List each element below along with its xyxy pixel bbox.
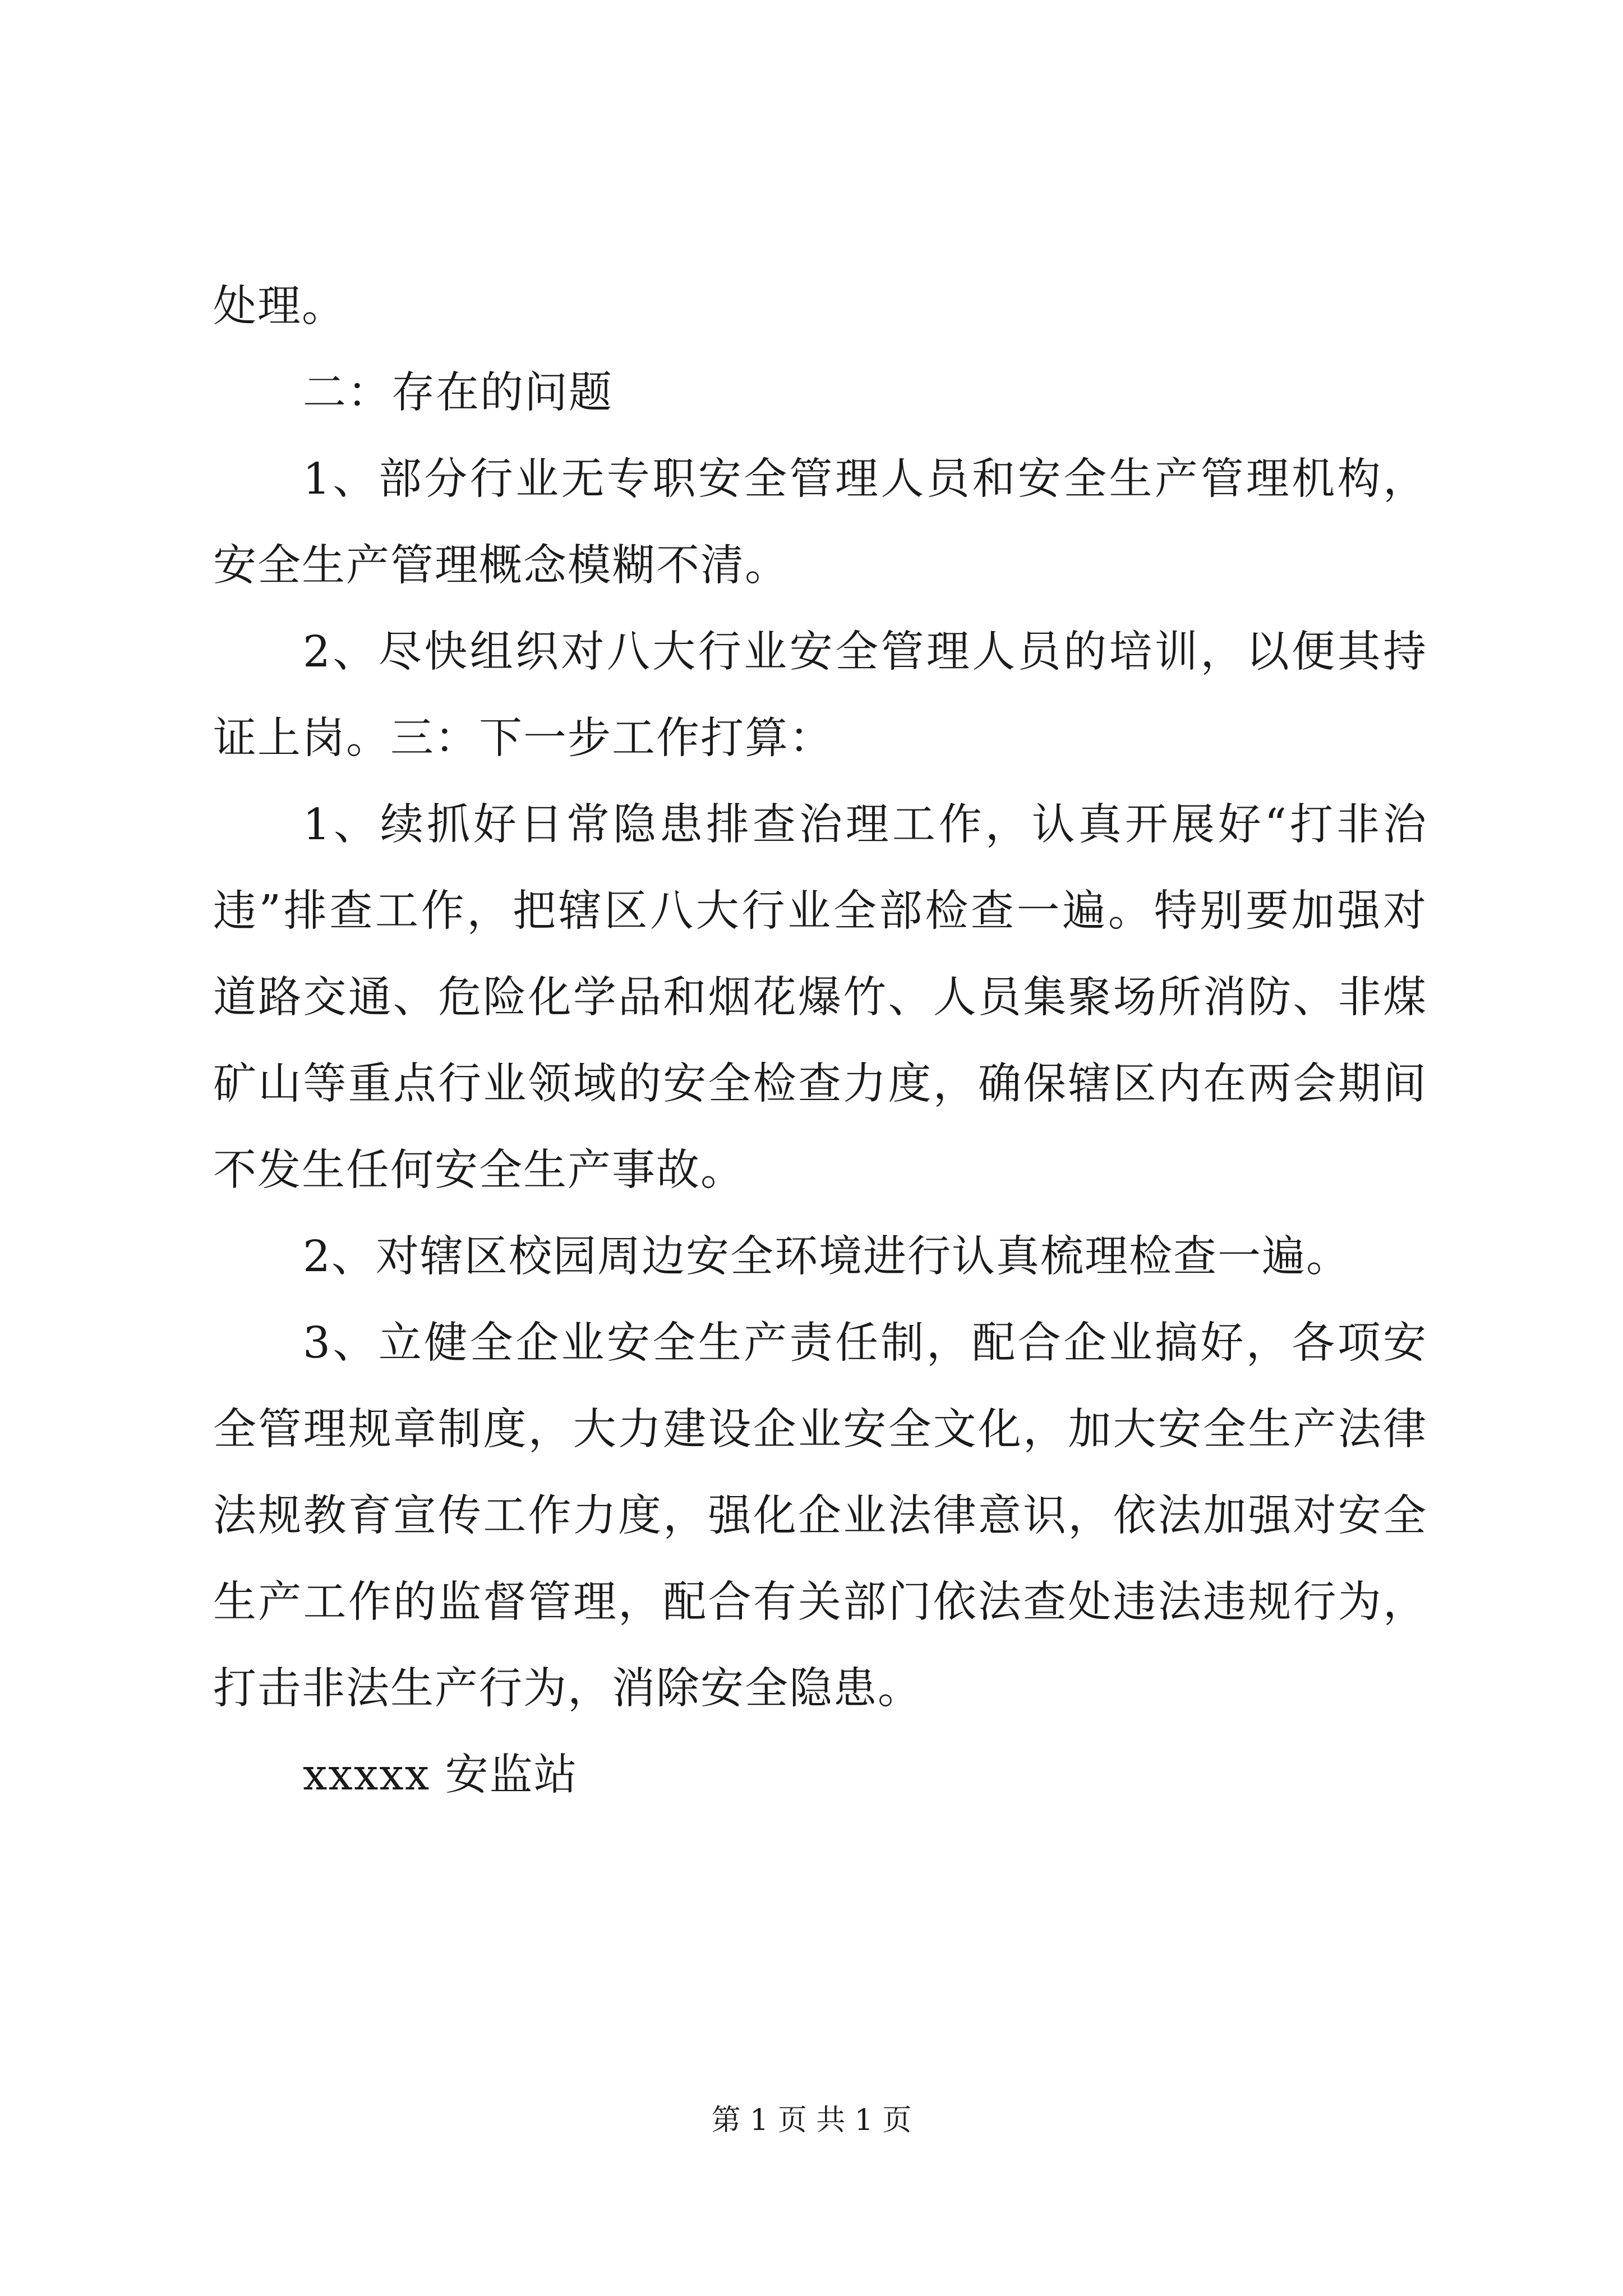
paragraph-continuation: 处理。 <box>213 282 346 332</box>
plan-item-3: 3、立健全企业安全生产责任制，配合企业搞好，各项安全管理规章制度，大力建设企业安全文化，加大安全生产法律法规教育宣传工作力度，强化企业法律意识，依法加强对安全生产工作的监督管理，配合有关部门依法查处违法违规行为，打击非法生产行为，消除安全隐患。 <box>213 1318 1427 1714</box>
problem-item-2: 2、尽快组织对八大行业安全管理人员的培训，以便其持证上岗。三：下一步工作打算： <box>213 627 1427 763</box>
page-number-footer: 第 1 页 共 1 页 <box>711 2104 912 2137</box>
plan-item-2: 2、对辖区校园周边安全环境进行认真梳理检查一遍。 <box>303 1232 1350 1282</box>
section-heading-problems: 二：存在的问题 <box>303 368 613 418</box>
document-body <box>213 264 1427 1819</box>
signature-org: xxxxx 安监站 <box>303 1750 578 1800</box>
problem-item-1: 1、部分行业无专职安全管理人员和安全生产管理机构，安全生产管理概念模糊不清。 <box>213 454 1427 591</box>
plan-item-1: 1、续抓好日常隐患排查治理工作，认真开展好“打非治违”排查工作，把辖区八大行业全部检查一遍。特别要加强对道路交通、危险化学品和烟花爆竹、人员集聚场所消防、非煤矿山等重点行业领域的安全检查力度，确保辖区内在两会期间不发生任何安全生产事故。 <box>213 800 1427 1195</box>
